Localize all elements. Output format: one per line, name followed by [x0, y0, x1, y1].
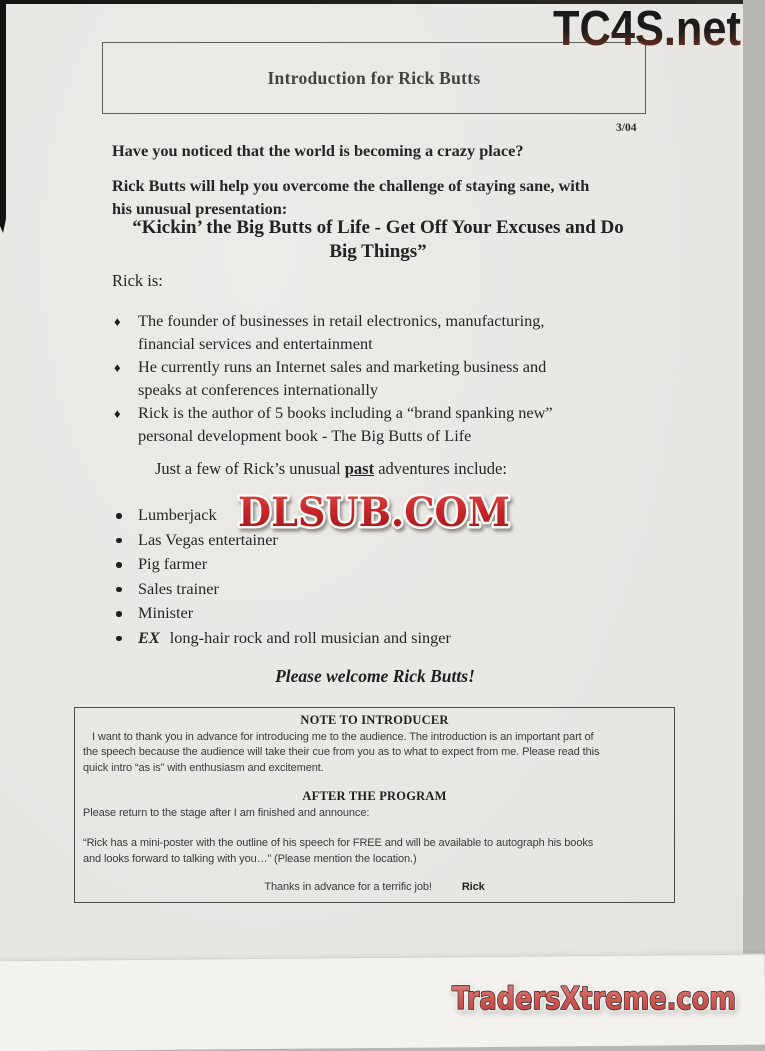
- list-item-text: Minister: [138, 603, 194, 623]
- page-title: Introduction for Rick Butts: [267, 67, 481, 88]
- list-item: [114, 626, 664, 651]
- after-program-title: AFTER THE PROGRAM: [302, 789, 447, 803]
- list-item: [114, 401, 664, 447]
- presentation-title: “Kickin’ the Big Butts of Life - Get Off Your Excuses and Do Big Things”: [132, 217, 624, 262]
- tradersxtreme-watermark: [446, 975, 743, 1023]
- adventures-lead-emphasis: past: [344, 459, 375, 478]
- thanks-line: [83, 880, 666, 896]
- round-bullet-icon: [114, 528, 138, 553]
- round-bullet-icon: [114, 577, 138, 602]
- adventures-lead-prefix: Just a few of Rick’s unusual: [155, 459, 345, 478]
- announcement-quote: “Rick has a mini-poster with the outline of his speech for FREE and will be available to autograph his books and looks forward to talking with you…” (Please mention the location.): [83, 837, 594, 865]
- list-item: [114, 601, 664, 626]
- note-to-introducer-box: [74, 707, 675, 903]
- opening-question: Have you noticed that the world is becoming a crazy place?: [112, 141, 524, 160]
- tc4s-watermark: [551, 0, 746, 58]
- note-body: I want to thank you in advance for introducing me to the audience. The introduction is an important part of the speech because the audience will take their cue from you as to what to expect from me. Please read this quick intro “as is” with enthusiasm and excitement.: [83, 730, 600, 774]
- diamond-bullet-icon: ♦: [114, 406, 121, 421]
- scan-edge-left: [0, 0, 6, 233]
- diamond-bullet-icon: ♦: [114, 360, 121, 375]
- note-title: NOTE TO INTRODUCER: [300, 713, 449, 727]
- credentials-list: [114, 309, 664, 447]
- list-item: [114, 309, 664, 355]
- rick-is-label: Rick is:: [112, 271, 163, 290]
- lead-paragraph: Rick Butts will help you overcome the challenge of staying sane, with his unusual presentation:: [112, 176, 590, 218]
- list-item-text: Rick is the author of 5 books including a “brand spanking new” personal development book - The Big Butts of Life: [138, 403, 553, 445]
- list-item-text: Pig farmer: [138, 554, 208, 574]
- tc4s-watermark-text: TC4S.net: [553, 2, 741, 56]
- after-program-instruction: Please return to the stage after I am finished and announce:: [83, 806, 370, 819]
- adventures-lead-suffix: adventures include:: [374, 459, 507, 478]
- list-item-text: [138, 626, 451, 651]
- tradersxtreme-watermark-text: TradersXtreme.com: [452, 981, 736, 1017]
- ex-text: long-hair rock and roll musician and singer: [169, 627, 451, 647]
- dlsub-watermark-text: DLSUB.COM: [238, 489, 510, 536]
- list-item-text: He currently runs an Internet sales and marketing business and speaks at conferences internationally: [138, 357, 547, 399]
- document-date: 3/04: [616, 122, 637, 134]
- list-item-text: Las Vegas entertainer: [138, 529, 278, 549]
- dlsub-watermark: [228, 485, 520, 541]
- list-item-text: The founder of businesses in retail electronics, manufacturing, financial services and entertainment: [138, 311, 545, 353]
- round-bullet-icon: [114, 552, 138, 577]
- welcome-line: Please welcome Rick Butts!: [275, 666, 475, 686]
- round-bullet-icon: [114, 601, 138, 626]
- list-item: [114, 355, 664, 401]
- round-bullet-icon: [114, 626, 138, 651]
- ex-emphasis: EX: [138, 627, 160, 647]
- signature: Rick: [461, 881, 485, 893]
- list-item-text: Sales trainer: [138, 578, 219, 598]
- adventures-lead: [112, 459, 672, 479]
- list-item-text: Lumberjack: [138, 505, 217, 524]
- list-item: [114, 577, 664, 602]
- diamond-bullet-icon: ♦: [114, 314, 121, 329]
- round-bullet-icon: [114, 503, 138, 528]
- list-item: [114, 552, 664, 577]
- thanks-text: Thanks in advance for a terrific job!: [264, 881, 432, 893]
